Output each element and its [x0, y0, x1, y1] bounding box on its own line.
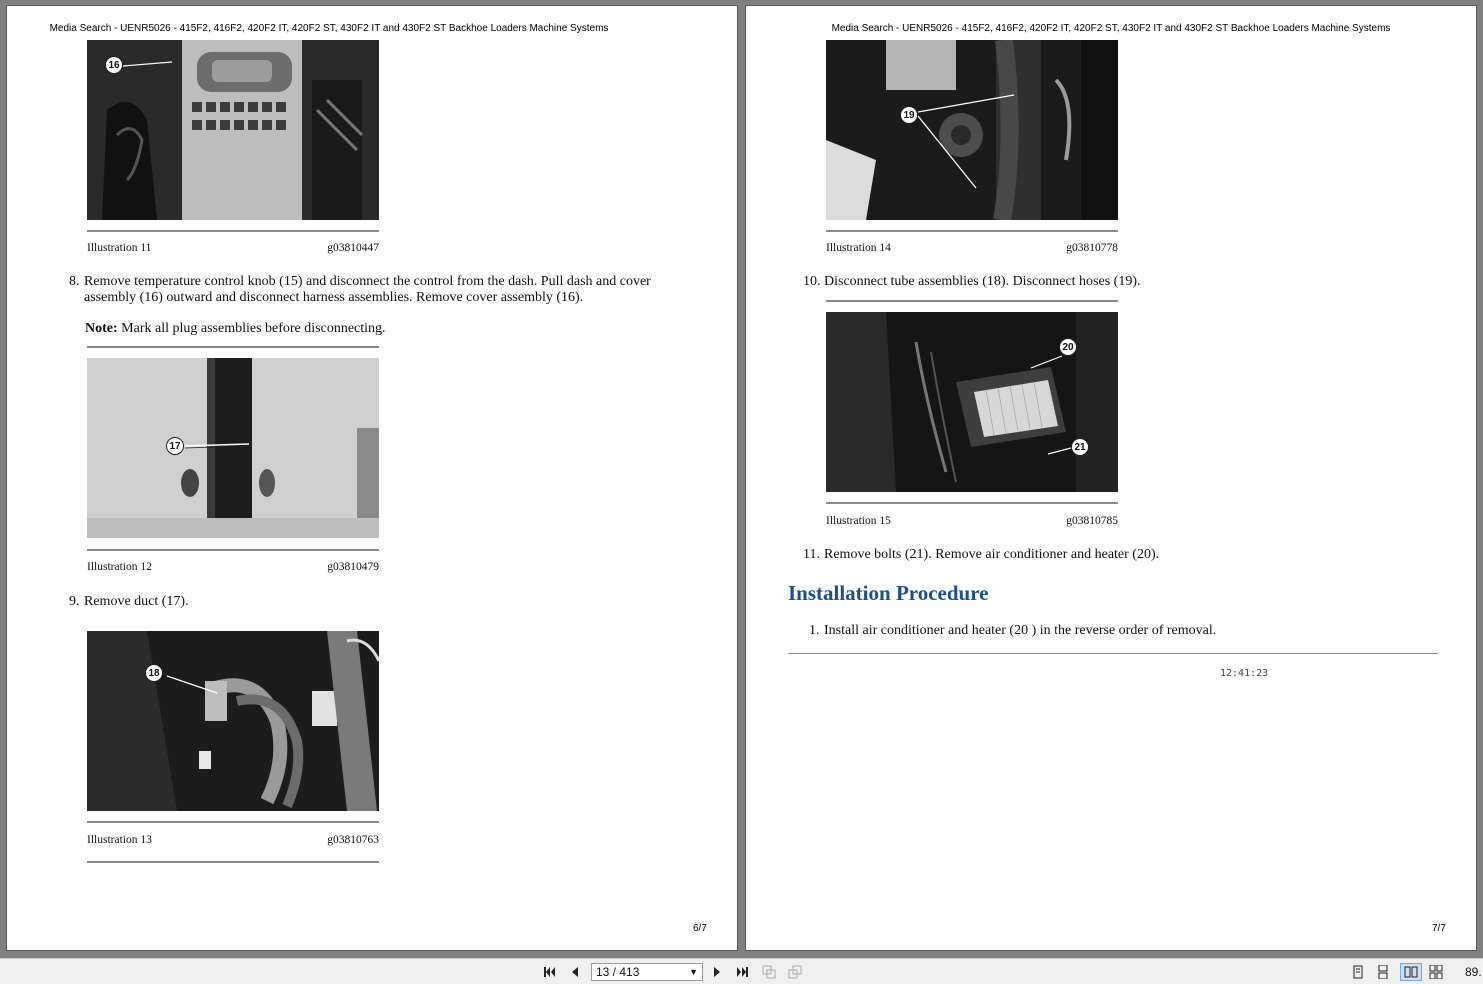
go-forward-icon[interactable] [786, 963, 804, 981]
illustration-label: Illustration 15 [826, 515, 891, 527]
callout-17: 17 [166, 437, 184, 455]
page-indicator: 13 / 413 [596, 965, 640, 979]
illustration-code: g03810447 [327, 242, 379, 254]
footer-rule [788, 653, 1438, 654]
step-8 [69, 274, 709, 308]
illustration-label: Illustration 14 [826, 242, 891, 254]
callout-20: 20 [1059, 338, 1077, 356]
figure-rule [826, 300, 1118, 302]
page-number: 7/7 [1432, 923, 1446, 934]
step-number: 11. [803, 547, 820, 562]
illustration-13-caption [87, 834, 379, 846]
step-text-line2: assembly (16) outward and disconnect harness assemblies. Remove cover assembly (16). [84, 290, 584, 305]
note-text: Mark all plug assemblies before disconnecting. [117, 321, 386, 336]
figure-rule [87, 861, 379, 863]
page-6 [6, 5, 738, 951]
callout-18: 18 [145, 664, 163, 682]
step-number: 10. [803, 274, 821, 289]
illustration-label: Illustration 12 [87, 561, 152, 573]
page-7 [745, 5, 1477, 951]
page-header: Media Search - UENR5026 - 415F2, 416F2, 420F2 IT, 420F2 ST, 430F2 IT and 430F2 ST Backhoe Loaders Machine Systems [49, 23, 609, 34]
continuous-view-icon[interactable] [1374, 963, 1392, 981]
install-step-1 [809, 623, 1449, 641]
step-text: Remove duct (17). [84, 594, 189, 609]
step-text-line1: Remove temperature control knob (15) and disconnect the control from the dash. Pull dash and cover [84, 274, 651, 289]
illustration-code: g03810778 [1066, 242, 1118, 254]
illustration-14-image [826, 40, 1118, 220]
illustration-11-caption [87, 242, 379, 254]
chevron-down-icon: ▼ [689, 967, 698, 977]
step-11 [803, 547, 1443, 565]
step-number: 1. [809, 623, 820, 638]
illustration-12-image [87, 358, 379, 538]
page-header: Media Search - UENR5026 - 415F2, 416F2, 420F2 IT, 420F2 ST, 430F2 IT and 430F2 ST Backhoe Loaders Machine Systems [831, 23, 1391, 34]
note-label: Note: [85, 321, 118, 336]
step-9 [69, 594, 469, 612]
illustration-label: Illustration 11 [87, 242, 152, 254]
figure-rule [87, 230, 379, 232]
single-page-view-icon[interactable] [1349, 963, 1367, 981]
go-back-icon[interactable] [760, 963, 778, 981]
step-10 [803, 274, 1443, 292]
callout-21: 21 [1071, 438, 1089, 456]
step-text: Remove bolts (21). Remove air conditioner and heater (20). [824, 547, 1160, 562]
page-number: 6/7 [693, 923, 707, 934]
step-text: Disconnect tube assemblies (18). Disconnect hoses (19). [824, 274, 1141, 289]
note [85, 321, 386, 337]
step-number: 8. [69, 274, 80, 289]
section-heading: Installation Procedure [788, 581, 989, 605]
zoom-level[interactable]: 89. [1465, 965, 1482, 979]
facing-view-icon[interactable] [1400, 963, 1422, 981]
callout-16: 16 [105, 56, 123, 74]
illustration-code: g03810479 [327, 561, 379, 573]
first-page-icon[interactable] [541, 963, 559, 981]
step-text: Install air conditioner and heater (20 ) in the reverse order of removal. [824, 623, 1217, 638]
figure-rule [826, 230, 1118, 232]
illustration-15-caption [826, 515, 1118, 527]
next-page-icon[interactable] [708, 963, 726, 981]
page-number-select[interactable] [591, 963, 703, 981]
illustration-14-caption [826, 242, 1118, 254]
figure-rule [87, 346, 379, 348]
navigation-toolbar [0, 958, 1483, 984]
figure-rule [87, 821, 379, 823]
figure-rule [826, 502, 1118, 504]
previous-page-icon[interactable] [566, 963, 584, 981]
callout-19: 19 [900, 106, 918, 124]
figure-rule [87, 549, 379, 551]
illustration-11-image [87, 40, 379, 220]
continuous-facing-view-icon[interactable] [1427, 963, 1445, 981]
last-page-icon[interactable] [733, 963, 751, 981]
illustration-15-image [826, 312, 1118, 492]
illustration-12-caption [87, 561, 379, 573]
illustration-13-image [87, 631, 379, 811]
step-number: 9. [69, 594, 80, 609]
illustration-label: Illustration 13 [87, 834, 152, 846]
timestamp: 12:41:23 [1220, 668, 1269, 679]
illustration-code: g03810763 [327, 834, 379, 846]
illustration-code: g03810785 [1066, 515, 1118, 527]
